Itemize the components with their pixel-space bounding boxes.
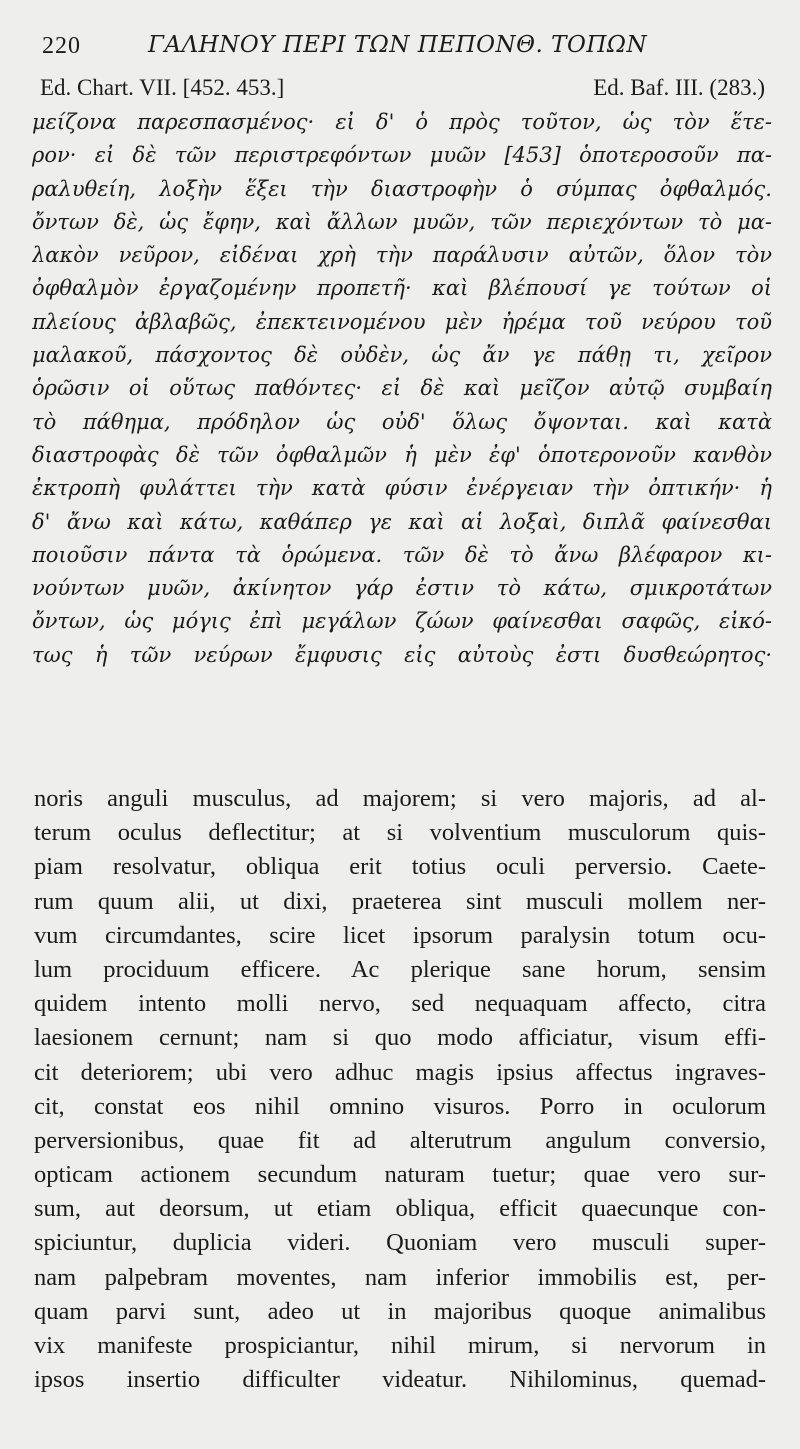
greek-text-block bbox=[32, 106, 772, 672]
greek-text-line: ρον· εἰ δὲ τῶν περιστρεφόντων μυῶν [453] ὁποτεροσοῦν πα- bbox=[32, 143, 772, 168]
latin-text-line: vix manifeste prospiciantur, nihil mirum, si nervorum in bbox=[34, 1332, 766, 1359]
greek-text-line: ραλυθείη, λοξὴν ἕξει τὴν διαστροφὴν ὁ σύμπας ὀφθαλμός. bbox=[32, 176, 772, 201]
greek-text-line: τως ἡ τῶν νεύρων ἔμφυσις εἰς αὐτοὺς ἐστι δυσθεώρητος· bbox=[32, 642, 772, 667]
latin-text-line: rum quum alii, ut dixi, praeterea sint musculi mollem ner- bbox=[34, 887, 766, 915]
latin-text-line: laesionem cernunt; nam si quo modo afficiatur, visum effi- bbox=[34, 1024, 766, 1052]
latin-text-line: perversionibus, quae fit ad alterutrum angulum conversio, bbox=[34, 1126, 766, 1154]
latin-text-line: quam parvi sunt, adeo ut in majoribus quoque animalibus bbox=[34, 1297, 766, 1325]
edition-basel-reference: Ed. Baf. III. (283.) bbox=[593, 75, 765, 100]
latin-text-line: cit, constat eos nihil omnino visuros. Porro in oculorum bbox=[34, 1092, 766, 1120]
page-number: 220 bbox=[42, 33, 81, 59]
latin-text-line: vum circumdantes, scire licet ipsorum paralysin totum ocu- bbox=[34, 921, 766, 949]
latin-text-line: terum oculus deflectitur; at si volventium musculorum quis- bbox=[34, 819, 766, 847]
greek-text-line: πλείους ἀβλαβῶς, ἐπεκτεινομένου μὲν ἠρέμα τοῦ νεύρου τοῦ bbox=[32, 309, 772, 334]
greek-text-line: ὄντων, ὡς μόγις ἐπὶ μεγάλων ζώων φαίνεσθαι σαφῶς, εἰκό- bbox=[32, 609, 772, 634]
latin-text-line: opticam actionem secundum naturam tuetur; quae vero sur- bbox=[34, 1161, 766, 1189]
latin-text-line: quidem intento molli nervo, sed nequaquam affecto, citra bbox=[34, 990, 766, 1018]
greek-text-line: ποιοῦσιν πάντα τὰ ὁρώμενα. τῶν δὲ τὸ ἄνω βλέφαρον κι- bbox=[32, 542, 772, 567]
greek-text-line: ἐκτροπὴ φυλάττει τὴν κατὰ φύσιν ἐνέργειαν τὴν ὀπτικήν· ἡ bbox=[32, 476, 772, 501]
running-title: ΓΑΛΗΝΟΥ ΠΕΡΙ ΤΩΝ ΠΕΠΟΝΘ. ΤΟΠΩΝ bbox=[148, 32, 648, 58]
latin-text-line: noris anguli musculus, ad majorem; si vero majoris, ad al- bbox=[34, 785, 766, 812]
latin-text-line: ipsos insertio difficulter videatur. Nihilominus, quemad- bbox=[34, 1366, 766, 1394]
latin-text-line: piam resolvatur, obliqua erit totius oculi perversio. Caete- bbox=[34, 853, 766, 881]
greek-text-line: μείζονα παρεσπασμένος· εἰ δ' ὁ πρὸς τοῦτον, ὡς τὸν ἕτε- bbox=[32, 110, 772, 134]
greek-text-line: ὁρῶσιν οἱ οὕτως παθόντες· εἰ δὲ καὶ μεῖζον αὐτῷ συμβαίη bbox=[32, 376, 772, 401]
latin-text-block bbox=[34, 782, 766, 1397]
greek-text-line: τὸ πάθημα, πρόδηλον ὡς οὐδ' ὅλως ὄψονται. καὶ κατὰ bbox=[32, 409, 772, 434]
edition-reference-line bbox=[40, 75, 765, 105]
latin-text-line: spiciuntur, duplicia videri. Quoniam vero musculi super- bbox=[34, 1229, 766, 1257]
latin-text-line: cit deteriorem; ubi vero adhuc magis ipsius affectus ingraves- bbox=[34, 1058, 766, 1086]
greek-text-line: μαλακοῦ, πάσχοντος δὲ οὐδὲν, ὡς ἄν γε πάθῃ τι, χεῖρον bbox=[32, 343, 772, 368]
greek-text-line: δ' ἄνω καὶ κάτω, καθάπερ γε καὶ αἱ λοξαὶ, διπλᾶ φαίνεσθαι bbox=[32, 509, 772, 534]
greek-text-line: λακὸν νεῦρον, εἰδέναι χρὴ τὴν παράλυσιν αὐτῶν, ὅλον τὸν bbox=[32, 243, 772, 268]
edition-chartier-reference: Ed. Chart. VII. [452. 453.] bbox=[40, 75, 285, 100]
greek-text-line: ὀφθαλμὸν ἐργαζομένην προπετῆ· καὶ βλέπουσί γε τούτων οἱ bbox=[32, 276, 772, 301]
latin-text-line: sum, aut deorsum, ut etiam obliqua, efficit quaecunque con- bbox=[34, 1195, 766, 1223]
latin-text-line: nam palpebram moventes, nam inferior immobilis est, per- bbox=[34, 1263, 766, 1291]
greek-text-line: διαστροφὰς δὲ τῶν ὀφθαλμῶν ἡ μὲν ἐφ' ὁποτερονοῦν κανθὸν bbox=[32, 442, 772, 467]
running-head bbox=[42, 30, 782, 66]
greek-text-line: ὄντων δὲ, ὡς ἔφην, καὶ ἄλλων μυῶν, τῶν περιεχόντων τὸ μα- bbox=[32, 209, 772, 234]
latin-text-line: lum prociduum efficere. Ac plerique sane horum, sensim bbox=[34, 955, 766, 983]
greek-text-line: νούντων μυῶν, ἀκίνητον γάρ ἐστιν τὸ κάτω, σμικροτάτων bbox=[32, 576, 772, 601]
